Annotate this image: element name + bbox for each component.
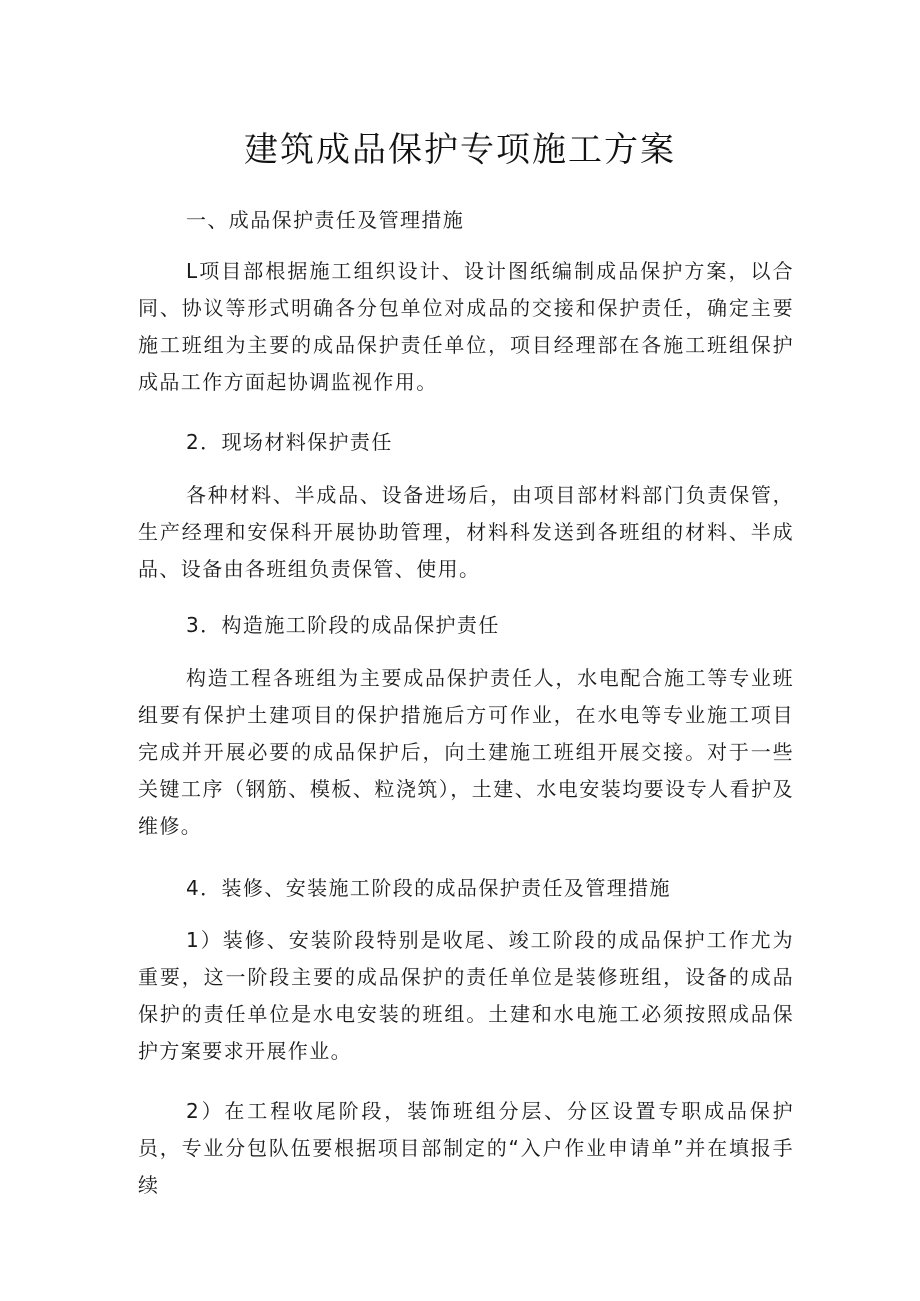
document-title: 建筑成品保护专项施工方案 [244, 130, 676, 170]
paragraph-material-protection: 各种材料、半成品、设备进场后，由项目部材料部门负责保管，生产经理和安保科开展协助管理，材料科发送到各班组的材料、半成品、设备由各班组负责保管、使用。 [138, 483, 794, 581]
heading-material-protection: 2．现场材料保护责任 [186, 430, 393, 454]
section-heading-responsibility: 一、成品保护责任及管理措施 [186, 208, 465, 232]
paragraph-decoration-sub2: 2）在工程收尾阶段，装饰班组分层、分区设置专职成品保护员，专业分包队伍要根据项目部制定的“入户作业申请单”并在填报手续 [138, 1099, 794, 1197]
heading-construction-stage: 3．构造施工阶段的成品保护责任 [186, 613, 500, 637]
heading-decoration-stage: 4．装修、安装施工阶段的成品保护责任及管理措施 [186, 876, 671, 900]
paragraph-decoration-sub1: 1）装修、安装阶段特别是收尾、竣工阶段的成品保护工作尤为重要，这一阶段主要的成品保护的责任单位是装修班组，设备的成品保护的责任单位是水电安装的班组。土建和水电施工必须按照成品保护方案要求开展作业。 [138, 928, 794, 1063]
paragraph-construction-stage: 构造工程各班组为主要成品保护责任人，水电配合施工等专业班组要有保护土建项目的保护措施后方可作业，在水电等专业施工项目完成并开展必要的成品保护后，向土建施工班组开展交接。对于一些关键工序（钢筋、模板、粒浇筑），土建、水电安装均要设专人看护及维修。 [138, 666, 794, 838]
paragraph-project-plan: L项目部根据施工组织设计、设计图纸编制成品保护方案，以合同、协议等形式明确各分包单位对成品的交接和保护责任，确定主要施工班组为主要的成品保护责任单位，项目经理部在各施工班组保护成品工作方面起协调监视作用。 [138, 259, 794, 394]
